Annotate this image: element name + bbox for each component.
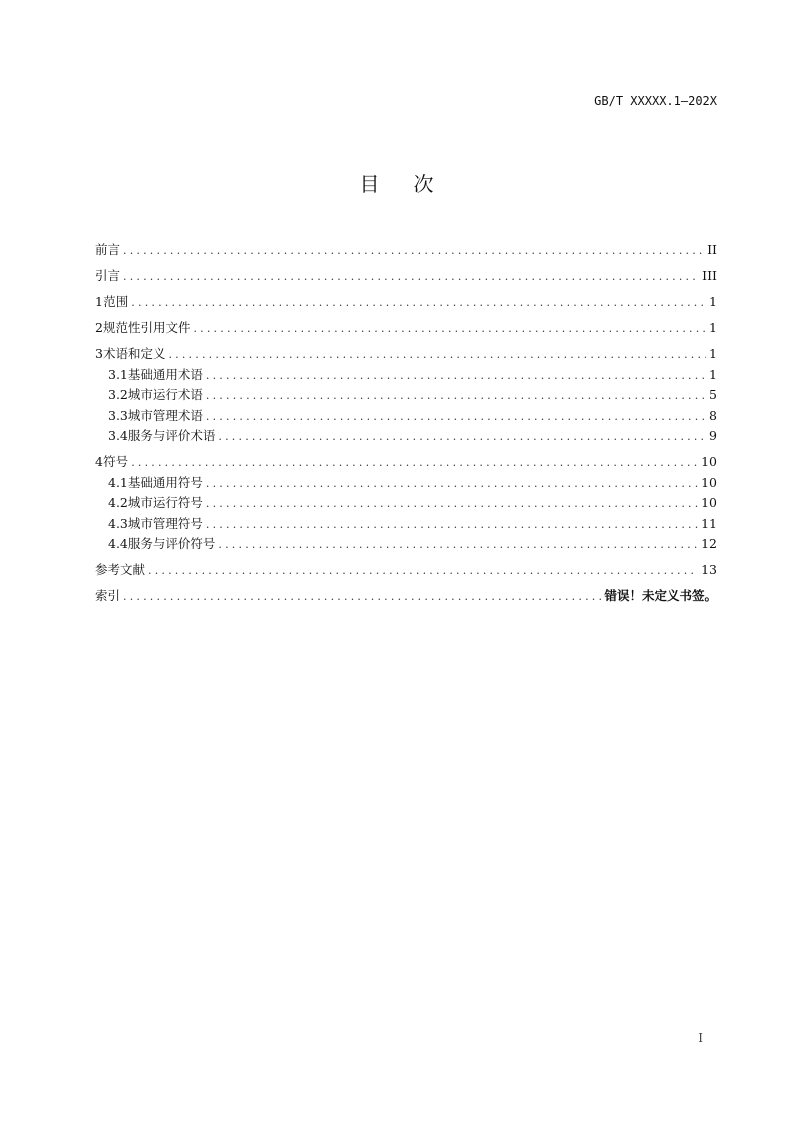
toc-entry-page: 11 xyxy=(701,515,717,531)
toc-entry-page: 10 xyxy=(701,495,717,510)
toc-entry-number: 3.1 xyxy=(108,366,128,382)
toc-entry[interactable] xyxy=(95,426,717,447)
toc-entry-page: 1 xyxy=(709,320,717,335)
toc-entry-number: 4.3 xyxy=(108,515,128,531)
toc-dot-leader xyxy=(206,518,698,531)
page-folio: I xyxy=(698,1031,703,1045)
toc-entry-page: III xyxy=(702,268,717,283)
toc-entry[interactable] xyxy=(95,240,717,261)
toc-dot-leader xyxy=(206,369,706,382)
table-of-contents xyxy=(95,240,717,607)
toc-entry-page: 10 xyxy=(701,454,717,469)
toc-dot-leader xyxy=(168,348,706,361)
toc-entry[interactable] xyxy=(95,318,717,339)
toc-entry-number: 3.2 xyxy=(108,387,128,402)
toc-entry-label: 规范性引用文件 xyxy=(102,320,191,335)
toc-dot-leader xyxy=(131,456,698,469)
toc-entry[interactable] xyxy=(95,534,717,555)
toc-dot-leader xyxy=(206,389,706,402)
toc-entry-label: 索引 xyxy=(95,588,121,603)
document-code: GB/T XXXXX.1—202X xyxy=(594,94,717,108)
toc-entry-label: 城市运行符号 xyxy=(127,495,203,510)
toc-entry[interactable] xyxy=(95,266,717,287)
toc-entry-page: 1 xyxy=(709,346,717,361)
toc-entry[interactable] xyxy=(95,473,717,494)
toc-entry-label: 城市管理符号 xyxy=(127,515,203,531)
toc-dot-leader xyxy=(218,430,706,443)
toc-entry-label: 基础通用术语 xyxy=(127,366,203,382)
toc-entry-label: 基础通用符号 xyxy=(127,474,203,490)
toc-entry[interactable] xyxy=(95,406,717,427)
toc-entry[interactable] xyxy=(95,493,717,514)
toc-entry-label: 术语和定义 xyxy=(102,346,166,361)
toc-dot-leader xyxy=(206,497,698,510)
toc-entry-number: 2 xyxy=(95,320,103,335)
toc-dot-leader xyxy=(131,296,706,309)
toc-entry[interactable] xyxy=(95,452,717,473)
toc-entry-label: 参考文献 xyxy=(95,562,146,577)
toc-dot-leader xyxy=(148,564,698,577)
toc-entry[interactable] xyxy=(95,560,717,581)
toc-entry-label: 符号 xyxy=(103,454,129,469)
toc-entry-page: 5 xyxy=(709,387,717,402)
toc-entry-page: II xyxy=(707,242,717,257)
toc-entry-number: 4 xyxy=(95,454,103,469)
toc-entry[interactable] xyxy=(95,344,717,365)
toc-entry-label: 引言 xyxy=(95,268,121,283)
toc-entry-number: 4.4 xyxy=(108,536,128,551)
toc-entry-page: 8 xyxy=(709,407,717,423)
toc-entry[interactable] xyxy=(95,292,717,313)
toc-entry[interactable] xyxy=(95,385,717,406)
toc-dot-leader xyxy=(193,322,706,335)
toc-dot-leader xyxy=(123,590,601,603)
toc-entry-page: 10 xyxy=(701,474,717,490)
toc-entry-number: 3.3 xyxy=(108,407,128,423)
toc-entry-label: 范围 xyxy=(103,294,129,309)
toc-entry-number: 4.1 xyxy=(108,474,128,490)
toc-dot-leader xyxy=(123,244,704,257)
toc-entry-number: 3.4 xyxy=(108,428,128,443)
toc-dot-leader xyxy=(218,538,698,551)
toc-entry-number: 1 xyxy=(95,294,103,309)
toc-entry-number: 3 xyxy=(95,346,103,361)
toc-entry-label: 服务与评价符号 xyxy=(127,536,216,551)
toc-entry[interactable] xyxy=(95,514,717,535)
toc-dot-leader xyxy=(206,477,698,490)
toc-entry-page: 12 xyxy=(701,536,717,551)
toc-entry[interactable] xyxy=(95,586,717,607)
toc-entry-label: 城市运行术语 xyxy=(127,387,203,402)
toc-entry-page: 1 xyxy=(709,366,717,382)
toc-entry-number: 4.2 xyxy=(108,495,128,510)
toc-entry-page: 13 xyxy=(701,562,717,577)
toc-entry-page: 1 xyxy=(709,294,717,309)
toc-entry-label: 服务与评价术语 xyxy=(127,428,216,443)
toc-entry-page: 错误！未定义书签。 xyxy=(604,588,717,603)
page-title: 目次 xyxy=(359,172,468,196)
toc-dot-leader xyxy=(123,270,699,283)
toc-entry[interactable] xyxy=(95,365,717,386)
toc-entry-page: 9 xyxy=(709,428,717,443)
toc-entry-label: 城市管理术语 xyxy=(127,407,203,423)
toc-dot-leader xyxy=(206,410,706,423)
toc-entry-label: 前言 xyxy=(95,242,121,257)
